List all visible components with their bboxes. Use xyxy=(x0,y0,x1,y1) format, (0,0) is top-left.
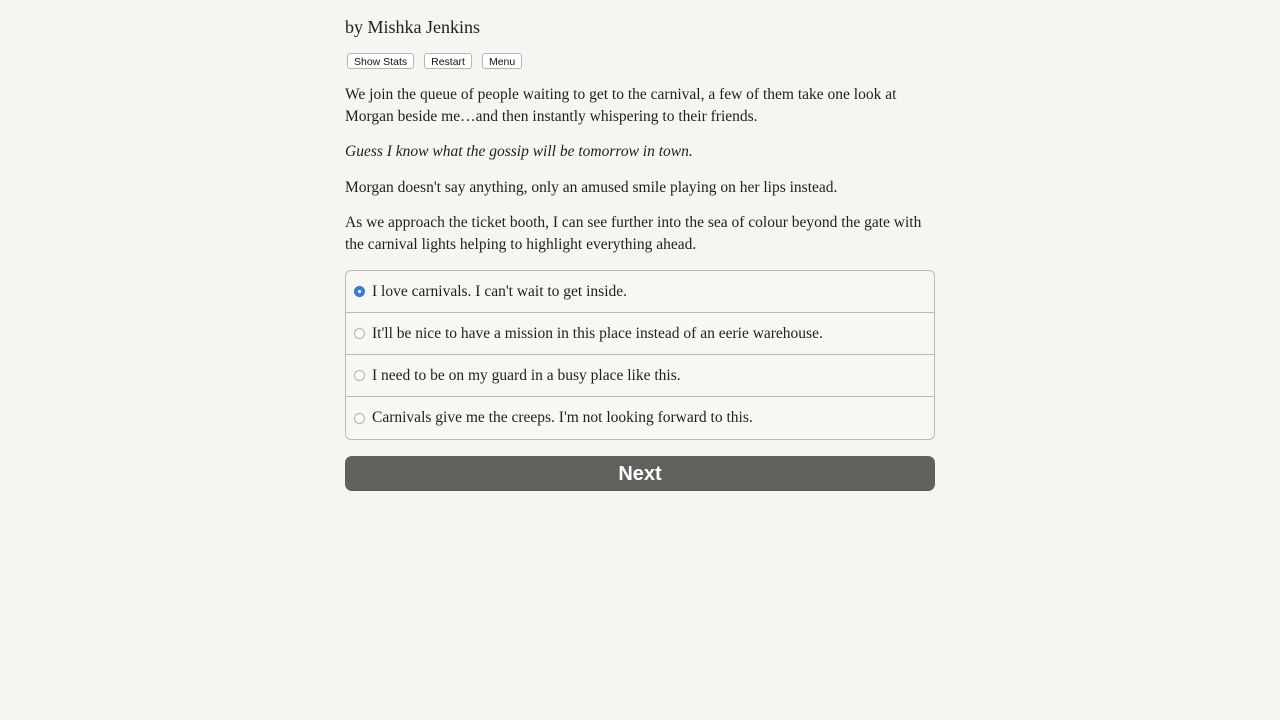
radio-empty-icon[interactable] xyxy=(354,328,365,339)
story-thought: Guess I know what the gossip will be tomorrow in town. xyxy=(345,143,693,160)
toolbar xyxy=(347,53,522,69)
choice-option-1[interactable] xyxy=(346,271,934,313)
choice-label: I need to be on my guard in a busy place like this. xyxy=(372,366,681,384)
choice-list xyxy=(345,270,935,440)
radio-selected-icon[interactable] xyxy=(354,286,365,297)
story-paragraph: As we approach the ticket booth, I can see further into the sea of colour beyond the gate with the carnival lights helping to highlight everything ahead. xyxy=(345,214,922,253)
choice-label: Carnivals give me the creeps. I'm not looking forward to this. xyxy=(372,409,753,426)
story-paragraph: We join the queue of people waiting to get to the carnival, a few of them take one look at Morgan beside me…and then instantly whispering to their friends. xyxy=(345,86,897,125)
restart-button[interactable]: Restart xyxy=(424,53,472,69)
show-stats-button[interactable]: Show Stats xyxy=(347,53,414,69)
choice-option-3[interactable] xyxy=(346,355,934,397)
story-text xyxy=(345,84,935,269)
radio-empty-icon[interactable] xyxy=(354,413,365,424)
next-button[interactable]: Next xyxy=(345,456,935,491)
author-byline: by Mishka Jenkins xyxy=(345,17,480,37)
choice-label: It'll be nice to have a mission in this place instead of an eerie warehouse. xyxy=(372,324,823,342)
choice-option-4[interactable] xyxy=(346,397,934,439)
choice-option-2[interactable] xyxy=(346,313,934,355)
story-paragraph: Morgan doesn't say anything, only an amused smile playing on her lips instead. xyxy=(345,178,838,196)
menu-button[interactable]: Menu xyxy=(482,53,522,69)
radio-empty-icon[interactable] xyxy=(354,370,365,381)
choice-label: I love carnivals. I can't wait to get inside. xyxy=(372,282,628,300)
